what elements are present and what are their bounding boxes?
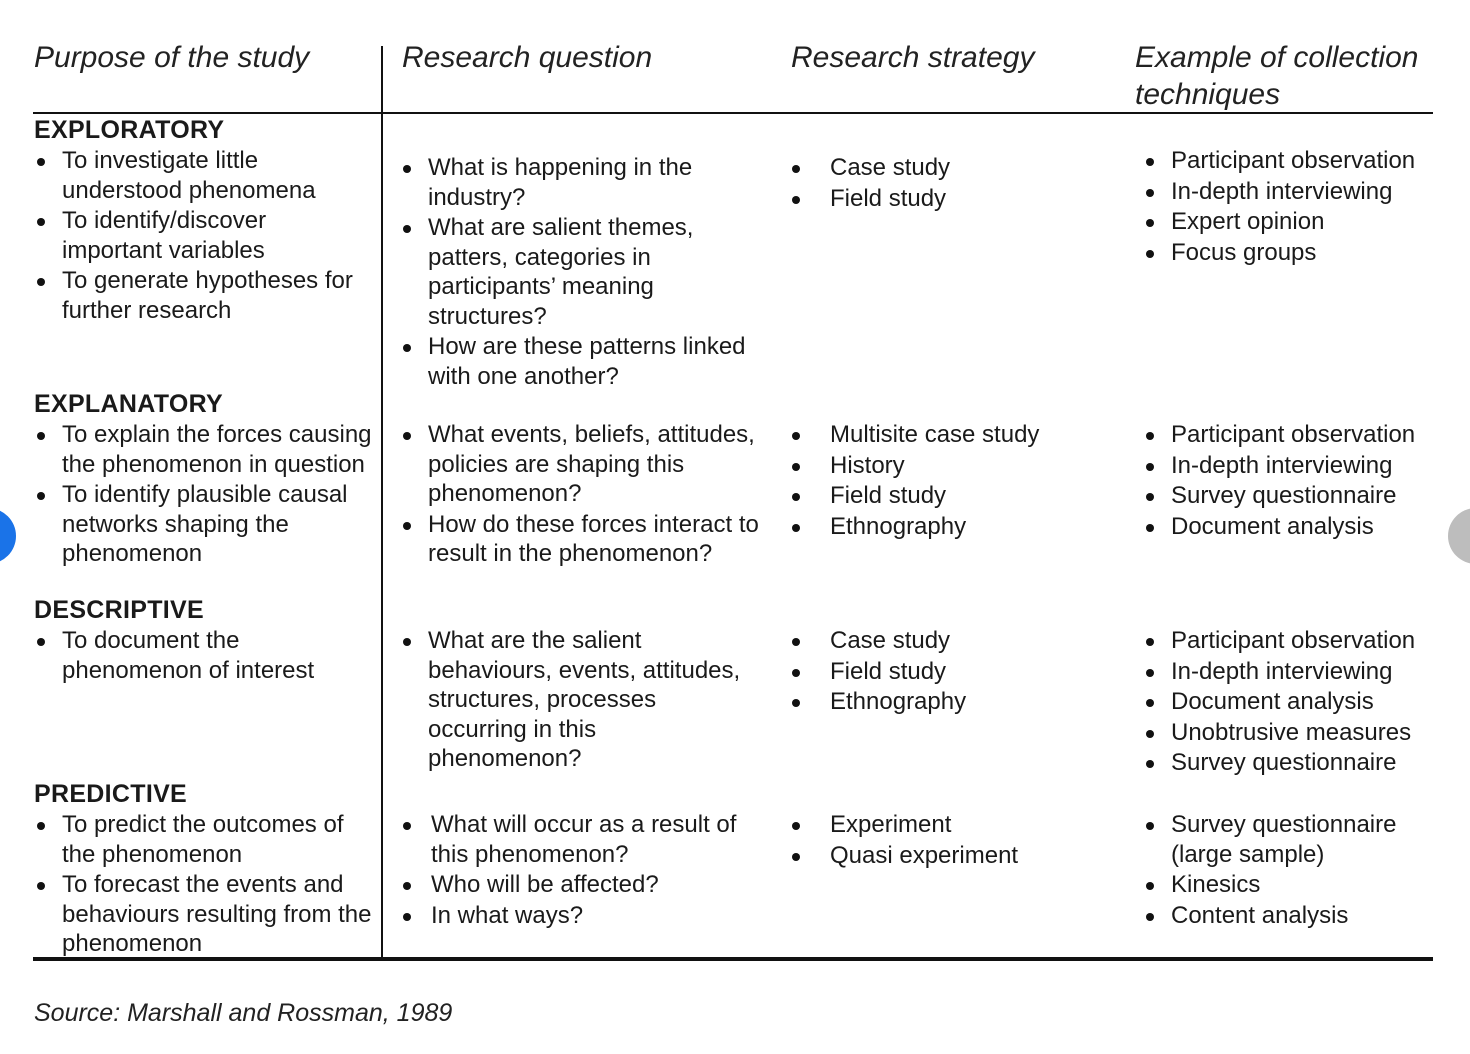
list-item: Unobtrusive measures bbox=[1143, 718, 1453, 748]
header-divider bbox=[33, 112, 1433, 114]
list-item: Content analysis bbox=[1143, 901, 1433, 931]
column-divider bbox=[381, 46, 383, 958]
predictive-question-list bbox=[400, 810, 770, 931]
list-item: To identify/discover important variables bbox=[34, 206, 369, 265]
list-item: In what ways? bbox=[400, 901, 770, 931]
list-item: Participant observation bbox=[1143, 420, 1453, 450]
list-item: Field study bbox=[789, 657, 1109, 687]
list-item: Participant observation bbox=[1143, 626, 1453, 656]
list-item: Who will be affected? bbox=[400, 870, 770, 900]
list-item: To predict the outcomes of the phenomenon bbox=[34, 810, 374, 869]
list-item: Document analysis bbox=[1143, 512, 1453, 542]
descriptive-question-list bbox=[400, 626, 745, 775]
previous-slide-button[interactable] bbox=[0, 508, 16, 564]
list-item: What are salient themes, patters, categories in participants’ meaning structures? bbox=[400, 213, 760, 331]
list-item: To document the phenomenon of interest bbox=[34, 626, 369, 685]
list-item: Survey questionnaire bbox=[1143, 481, 1453, 511]
header-collection-line1: Example of collection bbox=[1135, 41, 1419, 74]
list-item: To forecast the events and behaviours resulting from the phenomenon bbox=[34, 870, 374, 959]
list-item: To explain the forces causing the phenomenon in question bbox=[34, 420, 374, 479]
list-item: Kinesics bbox=[1143, 870, 1433, 900]
list-item: What events, beliefs, attitudes, policies are shaping this phenomenon? bbox=[400, 420, 760, 509]
list-item: Case study bbox=[789, 626, 1109, 656]
list-item: Experiment bbox=[789, 810, 1109, 840]
list-item: Quasi experiment bbox=[789, 841, 1109, 871]
list-item: Survey questionnaire bbox=[1143, 748, 1453, 778]
list-item: To identify plausible causal networks shaping the phenomenon bbox=[34, 480, 374, 569]
descriptive-technique-list bbox=[1143, 626, 1453, 779]
exploratory-purpose-list bbox=[34, 146, 369, 326]
predictive-technique-list bbox=[1143, 810, 1433, 931]
category-exploratory: EXPLORATORY bbox=[34, 116, 225, 144]
explanatory-technique-list bbox=[1143, 420, 1453, 542]
list-item: History bbox=[789, 451, 1109, 481]
list-item: Field study bbox=[789, 184, 1109, 214]
header-research-question: Research question bbox=[402, 41, 653, 74]
header-collection-line2: techniques bbox=[1135, 78, 1281, 111]
category-explanatory: EXPLANATORY bbox=[34, 390, 223, 418]
header-purpose: Purpose of the study bbox=[34, 41, 310, 74]
source-citation: Source: Marshall and Rossman, 1989 bbox=[34, 999, 453, 1027]
list-item: Survey questionnaire (large sample) bbox=[1143, 810, 1433, 869]
list-item: In-depth interviewing bbox=[1143, 657, 1453, 687]
list-item: Participant observation bbox=[1143, 146, 1453, 176]
descriptive-purpose-list bbox=[34, 626, 369, 686]
predictive-strategy-list bbox=[789, 810, 1109, 871]
list-item: Case study bbox=[789, 153, 1109, 183]
list-item: What will occur as a result of this phenomenon? bbox=[400, 810, 770, 869]
descriptive-strategy-list bbox=[789, 626, 1109, 718]
list-item: What is happening in the industry? bbox=[400, 153, 760, 212]
list-item: Expert opinion bbox=[1143, 207, 1453, 237]
list-item: Field study bbox=[789, 481, 1109, 511]
list-item: To generate hypotheses for further research bbox=[34, 266, 369, 325]
list-item: To investigate little understood phenomena bbox=[34, 146, 369, 205]
list-item: How do these forces interact to result in the phenomenon? bbox=[400, 510, 760, 569]
list-item: Focus groups bbox=[1143, 238, 1453, 268]
explanatory-question-list bbox=[400, 420, 760, 570]
category-predictive: PREDICTIVE bbox=[34, 780, 188, 808]
list-item: In-depth interviewing bbox=[1143, 177, 1453, 207]
predictive-purpose-list bbox=[34, 810, 374, 960]
list-item: Document analysis bbox=[1143, 687, 1453, 717]
exploratory-question-list bbox=[400, 153, 760, 392]
explanatory-purpose-list bbox=[34, 420, 374, 570]
exploratory-technique-list bbox=[1143, 146, 1453, 268]
exploratory-strategy-list bbox=[789, 153, 1109, 214]
list-item: How are these patterns linked with one another? bbox=[400, 332, 760, 391]
list-item: Ethnography bbox=[789, 687, 1109, 717]
category-descriptive: DESCRIPTIVE bbox=[34, 596, 204, 624]
list-item: In-depth interviewing bbox=[1143, 451, 1453, 481]
header-research-strategy: Research strategy bbox=[791, 41, 1035, 74]
list-item: Ethnography bbox=[789, 512, 1109, 542]
list-item: Multisite case study bbox=[789, 420, 1109, 450]
explanatory-strategy-list bbox=[789, 420, 1109, 542]
list-item: What are the salient behaviours, events, attitudes, structures, processes occurring in this phenomenon? bbox=[400, 626, 745, 774]
